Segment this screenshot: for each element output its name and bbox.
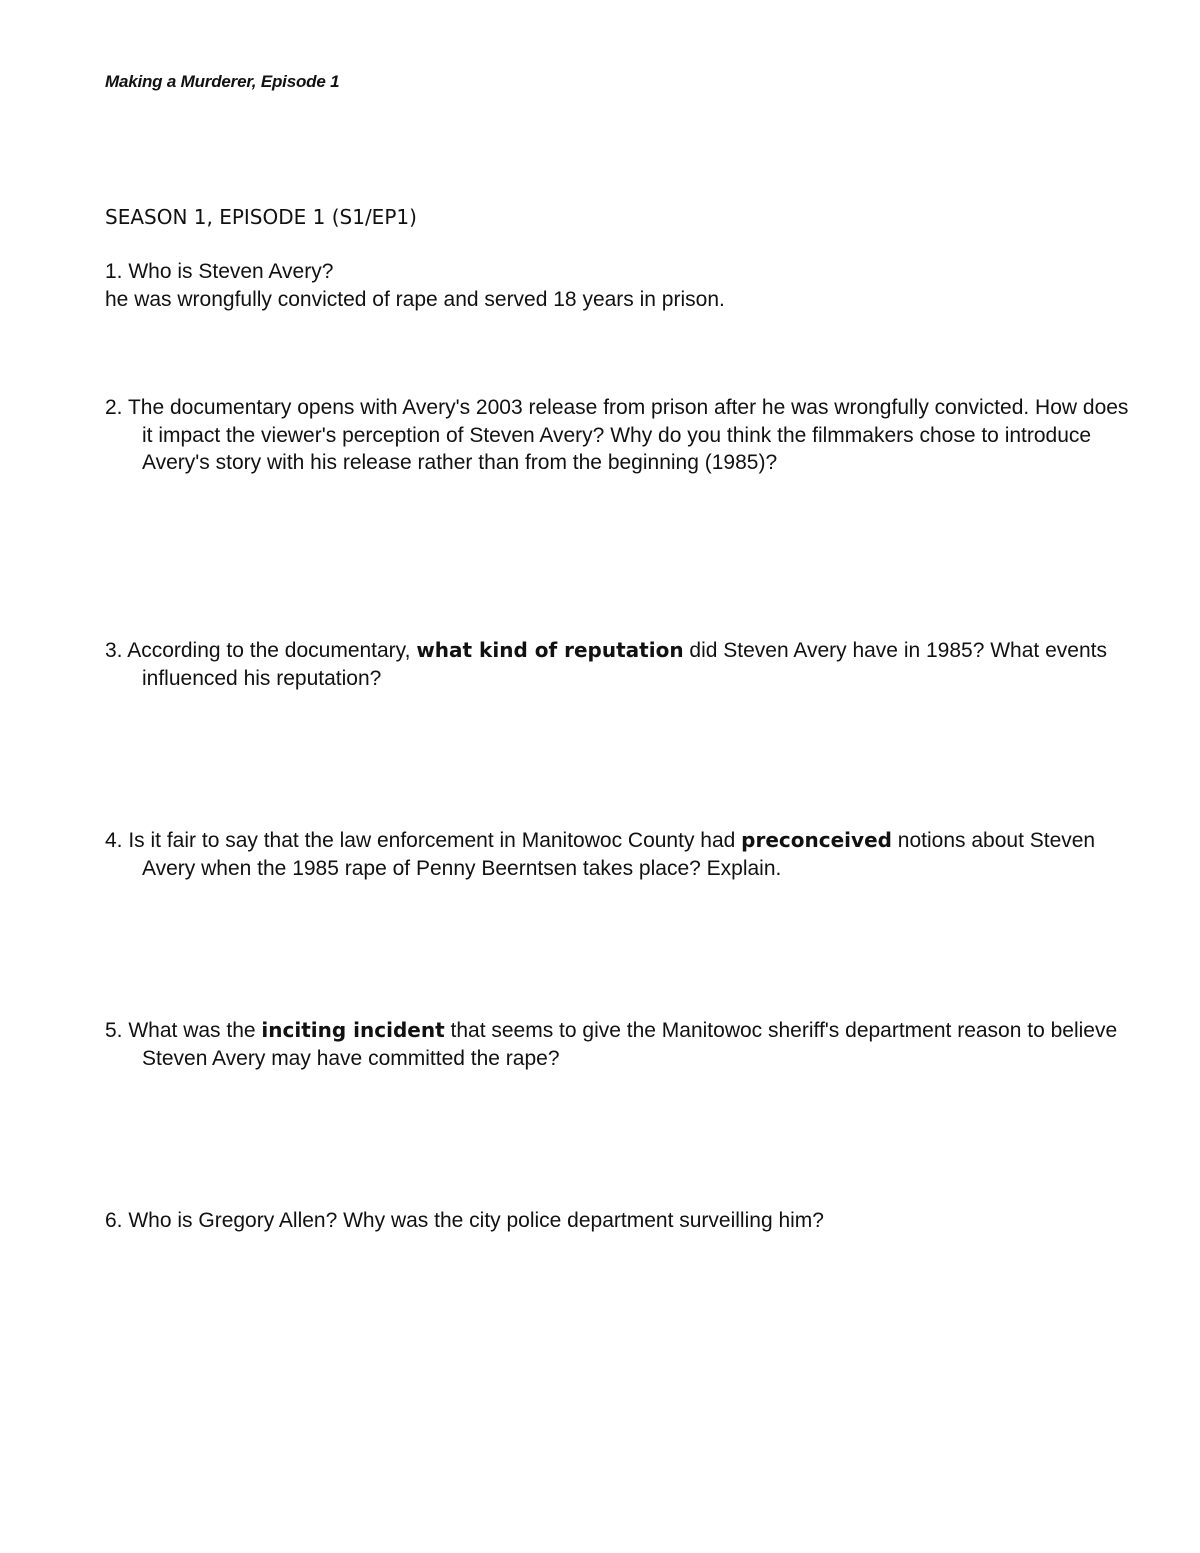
question-5 bbox=[105, 1017, 1142, 1072]
question-5-before: 5. What was the bbox=[105, 1019, 256, 1042]
section-title: SEASON 1, EPISODE 1 (S1/EP1) bbox=[105, 205, 417, 229]
question-3-after: did Steven Avery have in 1985? What events influenced his reputation? bbox=[142, 639, 1107, 690]
question-5-after: that seems to give the Manitowoc sheriff's department reason to believe Steven Avery may have committed the rape? bbox=[142, 1019, 1118, 1070]
question-5-emphasis: inciting incident bbox=[261, 1018, 445, 1042]
question-1-text: 1. Who is Steven Avery? bbox=[105, 260, 334, 283]
question-3-emphasis: what kind of reputation bbox=[416, 638, 684, 662]
question-4-after: notions about Steven Avery when the 1985 rape of Penny Beerntsen takes place? Explain. bbox=[142, 829, 1096, 880]
question-6 bbox=[105, 1207, 1142, 1235]
question-2-text: 2. The documentary opens with Avery's 2003 release from prison after he was wrongfully convicted. How does it impact the viewer's perception of Steven Avery? Why do you think the filmmakers chose to introduce Avery's story with his release rather than from the beginning (1985)? bbox=[105, 396, 1129, 474]
question-4-emphasis: preconceived bbox=[741, 828, 892, 852]
question-4 bbox=[105, 827, 1142, 882]
document-header: Making a Murderer, Episode 1 bbox=[105, 72, 340, 91]
question-3 bbox=[105, 637, 1142, 692]
question-1 bbox=[105, 258, 1142, 313]
question-4-before: 4. Is it fair to say that the law enforcement in Manitowoc County had bbox=[105, 829, 736, 852]
question-1-answer: he was wrongfully convicted of rape and served 18 years in prison. bbox=[105, 287, 725, 311]
question-2 bbox=[105, 394, 1142, 477]
question-6-text: 6. Who is Gregory Allen? Why was the city police department surveilling him? bbox=[105, 1209, 824, 1232]
question-3-before: 3. According to the documentary, bbox=[105, 639, 411, 662]
